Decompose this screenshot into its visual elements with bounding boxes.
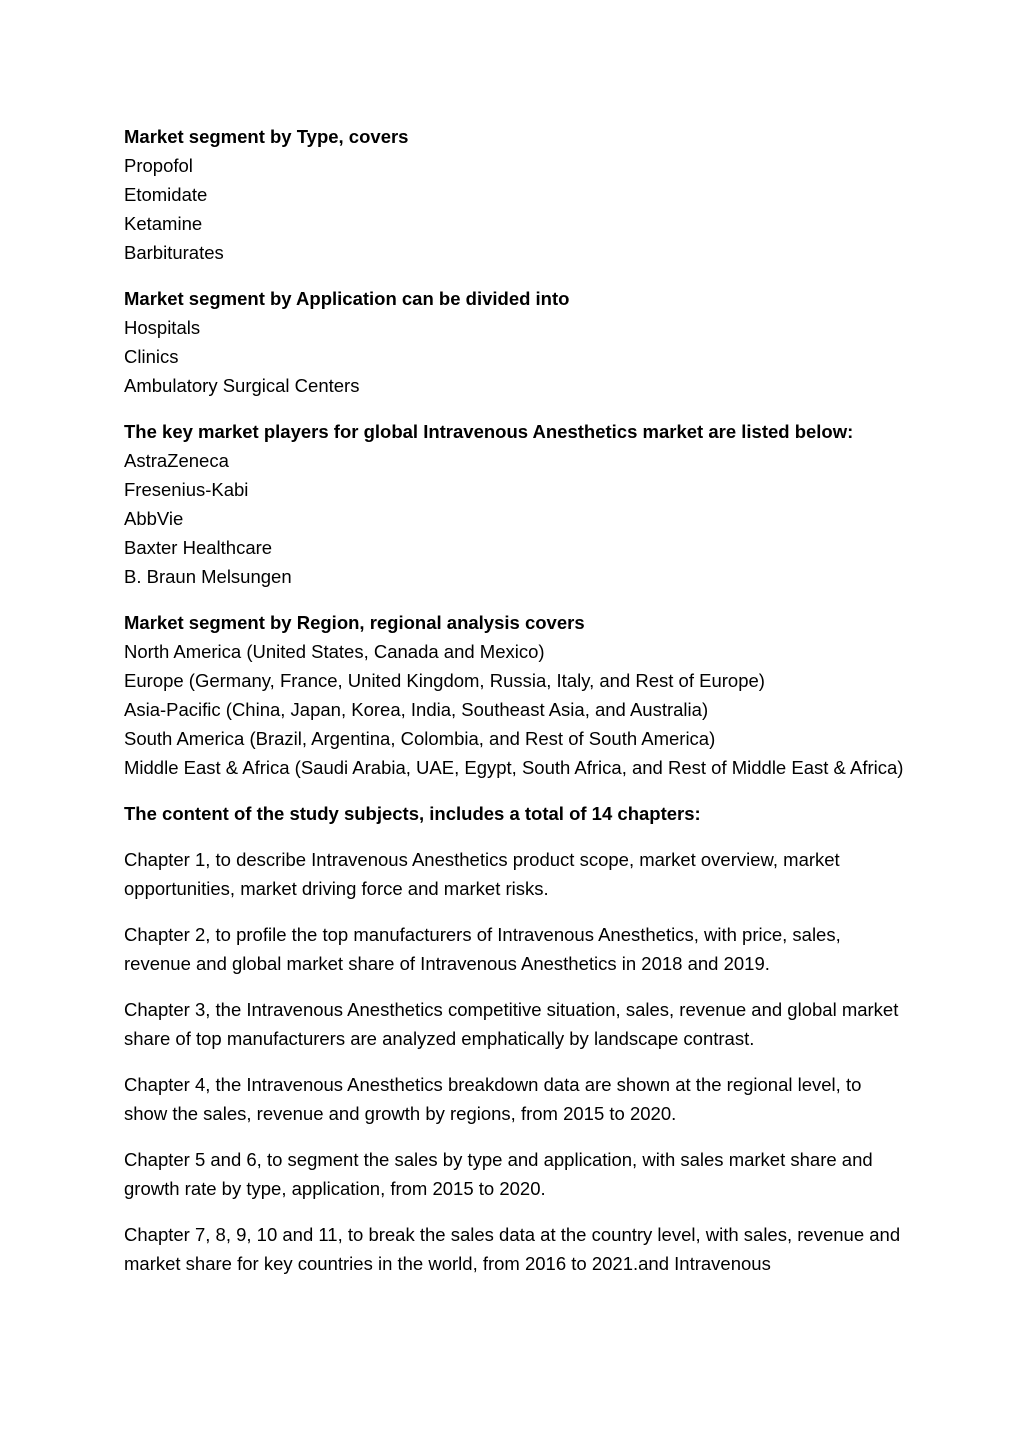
list-item: B. Braun Melsungen <box>124 566 292 587</box>
list-item: Barbiturates <box>124 242 224 263</box>
section-heading: The content of the study subjects, includes a total of 14 chapters: <box>124 803 701 824</box>
section-application <box>124 284 904 400</box>
list-item: Fresenius-Kabi <box>124 479 249 500</box>
chapter-paragraph: Chapter 4, the Intravenous Anesthetics breakdown data are shown at the regional level, to show the sales, revenue and growth by regions, from 2015 to 2020. <box>124 1074 862 1124</box>
list-item: Propofol <box>124 155 193 176</box>
section-type <box>124 122 904 267</box>
list-item: Etomidate <box>124 184 208 205</box>
list-item: AbbVie <box>124 508 184 529</box>
chapter-paragraph: Chapter 7, 8, 9, 10 and 11, to break the sales data at the country level, with sales, revenue and market share for key countries in the world, from 2016 to 2021.and Intravenous <box>124 1224 901 1274</box>
list-item: Europe (Germany, France, United Kingdom, Russia, Italy, and Rest of Europe) <box>124 670 765 691</box>
chapter-paragraph: Chapter 3, the Intravenous Anesthetics competitive situation, sales, revenue and global market share of top manufacturers are analyzed emphatically by landscape contrast. <box>124 999 899 1049</box>
list-item: Baxter Healthcare <box>124 537 273 558</box>
list-item: Asia-Pacific (China, Japan, Korea, India, Southeast Asia, and Australia) <box>124 699 709 720</box>
list-item: South America (Brazil, Argentina, Colombia, and Rest of South America) <box>124 728 716 749</box>
list-item: AstraZeneca <box>124 450 229 471</box>
list-item: Ketamine <box>124 213 203 234</box>
chapter-paragraph: Chapter 1, to describe Intravenous Anesthetics product scope, market overview, market opportunities, market driving force and market risks. <box>124 849 840 899</box>
section-heading: Market segment by Region, regional analysis covers <box>124 612 585 633</box>
section-heading: Market segment by Type, covers <box>124 126 409 147</box>
section-heading: The key market players for global Intravenous Anesthetics market are listed below: <box>124 421 854 442</box>
chapter-paragraph: Chapter 2, to profile the top manufacturers of Intravenous Anesthetics, with price, sales, revenue and global market share of Intravenous Anesthetics in 2018 and 2019. <box>124 924 841 974</box>
document-page <box>124 122 904 1295</box>
chapter-paragraph: Chapter 5 and 6, to segment the sales by type and application, with sales market share and growth rate by type, application, from 2015 to 2020. <box>124 1149 873 1199</box>
list-item: Clinics <box>124 346 179 367</box>
list-item: North America (United States, Canada and Mexico) <box>124 641 545 662</box>
section-chapters-heading <box>124 799 904 828</box>
section-region <box>124 608 904 782</box>
list-item: Middle East & Africa (Saudi Arabia, UAE, Egypt, South Africa, and Rest of Middle East & Africa) <box>124 757 904 778</box>
section-key-players <box>124 417 904 591</box>
list-item: Hospitals <box>124 317 201 338</box>
list-item: Ambulatory Surgical Centers <box>124 375 360 396</box>
section-heading: Market segment by Application can be divided into <box>124 288 570 309</box>
